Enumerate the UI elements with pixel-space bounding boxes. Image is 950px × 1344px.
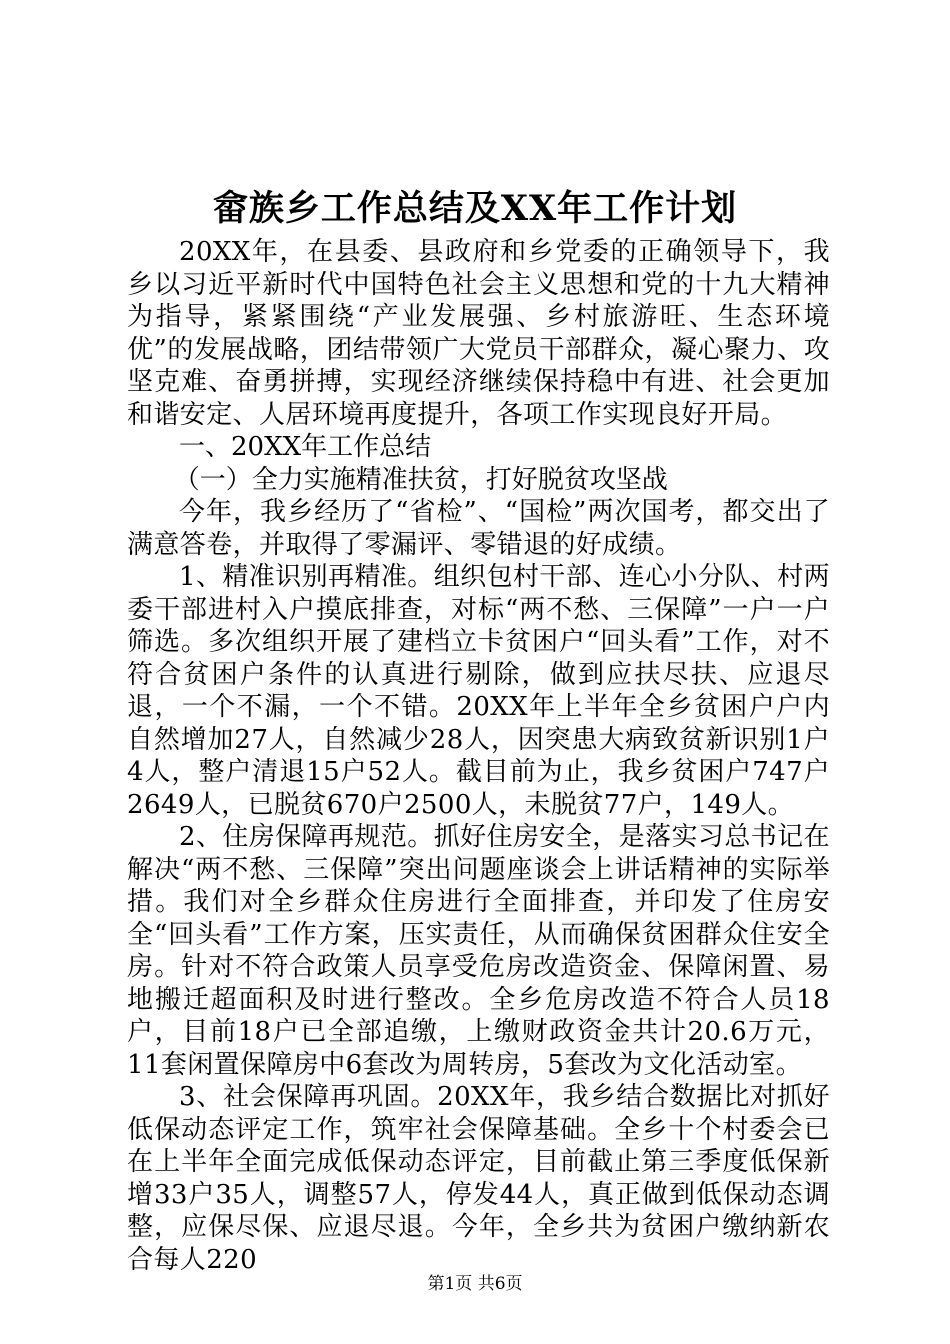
body-paragraph: 2、住房保障再规范。抓好住房安全，是落实习总书记在解决“两不愁、三保障”突出问题座谈会上讲话精神的实际举措。我们对全乡群众住房进行全面排查，并印发了住房安全“回头看”工作方案，压实责任，从而确保贫困群众住安全房。针对不符合政策人员享受危房改造资金、保障闲置、易地搬迁超面积及时进行整改。全乡危房改造不符合人员18户，目前18户已全部追缴，上缴财政资金共计20.6万元，11套闲置保障房中6套改为周转房，5套改为文化活动室。 — [127, 822, 830, 1080]
page-footer: 第1页 共6页 — [427, 1274, 523, 1294]
section-heading: 一、20XX年工作总结 — [179, 432, 432, 462]
intro-paragraph: 20XX年，在县委、县政府和乡党委的正确领导下，我乡以习近平新时代中国特色社会主义思想和党的十九大精神为指导，紧紧围绕“产业发展强、乡村旅游旺、生态环境优”的发展战略，团结带领广大党员干部群众，凝心聚力、攻坚克难、奋勇拼搏，实现经济继续保持稳中有进、社会更加和谐安定、人居环境再度提升，各项工作实现良好开局。 — [127, 237, 830, 430]
body-paragraph: 1、精准识别再精准。组织包村干部、连心小分队、村两委干部进村入户摸底排查，对标“两不愁、三保障”一户一户筛选。多次组织开展了建档立卡贫困户“回头看”工作，对不符合贫困户条件的认真进行剔除，做到应扶尽扶、应退尽退，一个不漏，一个不错。20XX年上半年全乡贫困户户内自然增加27人，自然减少28人，因突患大病致贫新识别1户4人，整户清退15户52人。截目前为止，我乡贫困户747户2649人，已脱贫670户2500人，未脱贫77户，149人。 — [127, 562, 830, 820]
subsection-heading: （一）全力实施精准扶贫，打好脱贫攻坚战 — [173, 464, 668, 495]
document-title: 畲族乡工作总结及XX年工作计划 — [212, 188, 738, 229]
body-paragraph: 3、社会保障再巩固。20XX年，我乡结合数据比对抓好低保动态评定工作，筑牢社会保障基础。全乡十个村委会已在上半年全面完成低保动态评定，目前截止第三季度低保新增33户35人，调整57人，停发44人，真正做到低保动态调整，应保尽保、应退尽退。今年，全乡共为贫困户缴纳新农合每人220 — [127, 1082, 830, 1275]
document-body — [127, 236, 830, 1276]
body-paragraph: 今年，我乡经历了“省检”、“国检”两次国考，都交出了满意答卷，并取得了零漏评、零错退的好成绩。 — [127, 497, 830, 560]
